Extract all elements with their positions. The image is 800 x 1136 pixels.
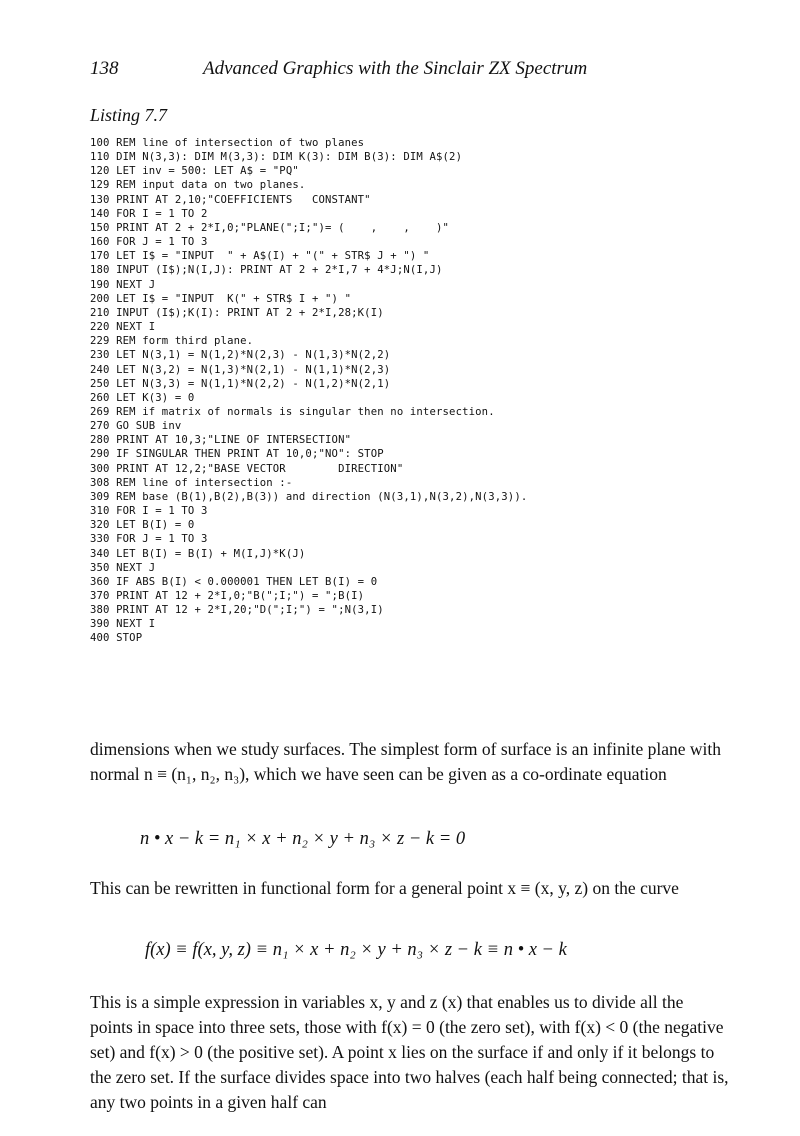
page-number: 138 [90,58,119,79]
paragraph-1: dimensions when we study surfaces. The simplest form of surface is an infinite plane with normal n ≡ (n₁, n₂, n₃), which we have seen can be given as a co-ordinate equation [90,739,721,784]
code-line: 100 REM line of intersection of two planes [90,137,365,149]
code-line: 390 NEXT I [90,618,156,631]
code-line: 360 IF ABS B(I) < 0.000001 THEN LET B(I) = 0 [90,575,378,588]
code-line: 190 NEXT J [90,278,156,291]
code-line: 210 INPUT (I$);K(I): PRINT AT 2 + 2*I,28;K(I) [90,306,384,319]
code-line: 400 STOP [90,632,143,645]
code-line: 150 PRINT AT 2 + 2*I,0;"PLANE(";I;")= ( , , )" [90,221,450,234]
code-line: 120 LET inv = 500: LET A$ = "PQ" [90,165,299,178]
listing-title: Listing 7.7 [90,105,168,125]
code-line: 110 DIM N(3,3): DIM M(3,3): DIM K(3): DIM B(3): DIM A$(2) [90,151,463,164]
running-head: Advanced Graphics with the Sinclair ZX Spectrum [203,58,588,79]
code-line: 220 NEXT I [90,321,156,334]
code-line: 280 PRINT AT 10,3;"LINE OF INTERSECTION" [90,434,352,447]
equation-plane: n • x − k = n₁ × x + n₂ × y + n₃ × z − k = 0 [140,829,466,849]
code-line: 380 PRINT AT 12 + 2*I,20;"D(";I;") = ";N(3,I) [90,604,384,617]
code-line: 130 PRINT AT 2,10;"COEFFICIENTS CONSTANT" [90,193,371,206]
code-line: 140 FOR I = 1 TO 2 [90,207,208,220]
code-line: 160 FOR J = 1 TO 3 [90,236,208,249]
code-line: 330 FOR J = 1 TO 3 [90,533,208,546]
code-line: 229 REM form third plane. [90,335,254,348]
code-line: 250 LET N(3,3) = N(1,1)*N(2,2) - N(1,2)*N(2,1) [90,377,391,390]
code-line: 320 LET B(I) = 0 [90,519,195,532]
code-line: 309 REM base (B(1),B(2),B(3)) and direction (N(3,1),N(3,2),N(3,3)). [90,490,528,503]
code-line: 240 LET N(3,2) = N(1,3)*N(2,1) - N(1,1)*N(2,3) [90,363,391,376]
code-line: 308 REM line of intersection :- [90,476,293,489]
page-header [90,58,730,82]
equation-function: f(x) ≡ f(x, y, z) ≡ n₁ × x + n₂ × y + n₃ × z − k ≡ n • x − k [145,940,567,960]
code-listing [90,136,730,646]
code-line: 269 REM if matrix of normals is singular then no intersection. [90,405,495,418]
code-line: 300 PRINT AT 12,2;"BASE VECTOR DIRECTION" [90,462,404,475]
paragraph-2: This can be rewritten in functional form for a general point x ≡ (x, y, z) on the curve [90,878,679,898]
code-line: 129 REM input data on two planes. [90,179,306,192]
code-line: 170 LET I$ = "INPUT " + A$(I) + "(" + STR$ J + ") " [90,250,430,263]
code-line: 230 LET N(3,1) = N(1,2)*N(2,3) - N(1,3)*N(2,2) [90,349,391,362]
code-line: 270 GO SUB inv [90,420,182,433]
code-line: 290 IF SINGULAR THEN PRINT AT 10,0;"NO": STOP [90,448,384,461]
code-line: 260 LET K(3) = 0 [90,391,195,404]
code-line: 200 LET I$ = "INPUT K(" + STR$ I + ") " [90,292,352,305]
code-line: 370 PRINT AT 12 + 2*I,0;"B(";I;") = ";B(I) [90,590,365,602]
code-line: 340 LET B(I) = B(I) + M(I,J)*K(J) [90,547,306,560]
code-line: 310 FOR I = 1 TO 3 [90,505,208,518]
code-line: 350 NEXT J [90,561,156,574]
code-line: 180 INPUT (I$);N(I,J): PRINT AT 2 + 2*I,7 + 4*J;N(I,J) [90,264,443,277]
paragraph-3: This is a simple expression in variables x, y and z (x) that enables us to divide all the points in space into three sets, those with f(x) = 0 (the zero set), with f(x) < 0 (the negative set) and f(x) > 0 (the positive set). A point x lies on the surface if and only if it belongs to the zero set. If the surface divides space into two halves (each half being connected; that is, any two points in a given half can [90,992,729,1112]
